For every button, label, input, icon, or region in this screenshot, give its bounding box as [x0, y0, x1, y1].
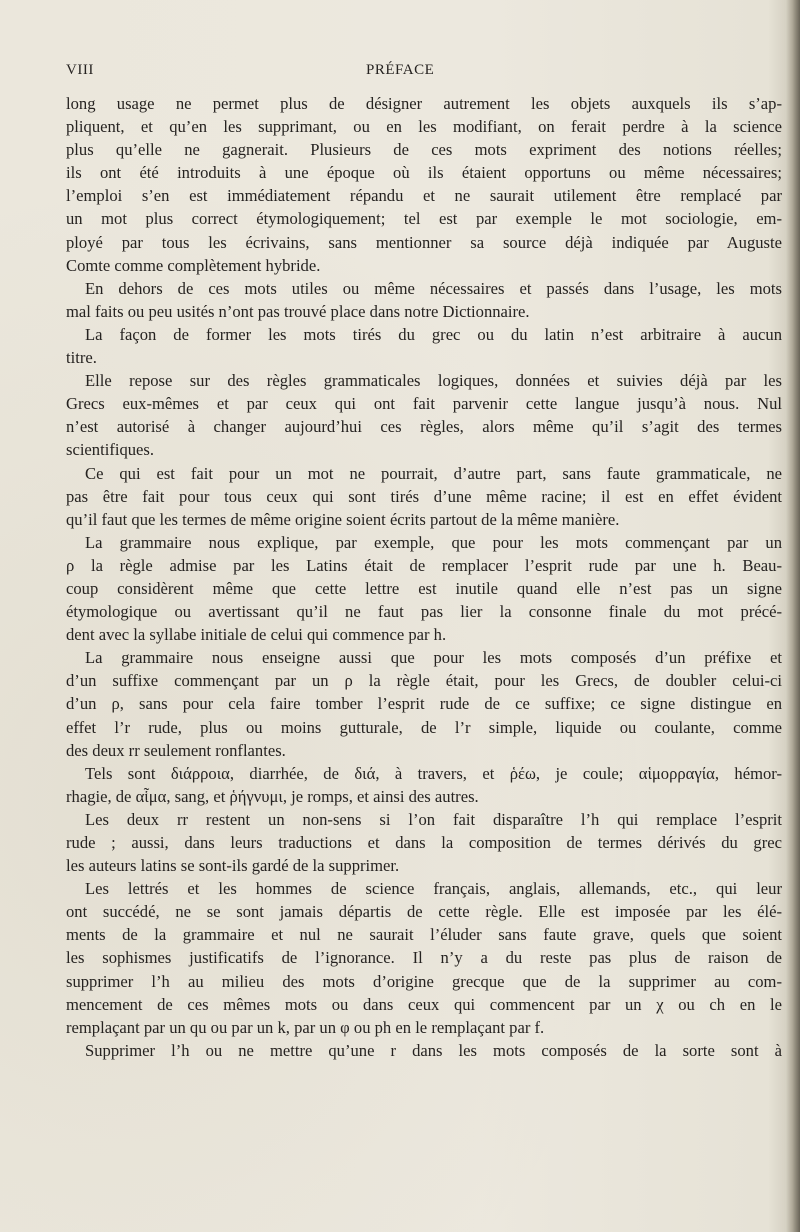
text-line: scientifiques. — [66, 440, 155, 460]
text-line: supprimer l’h au milieu des mots d’origine grecque que de la supprimer au com- — [66, 971, 782, 991]
text-line: Tels sont διάρροια, diarrhée, de διά, à travers, et ῥέω, je coule; αἱμορραγία, hémor- — [85, 763, 782, 783]
text-line: d’un suffixe commençant par un ρ la règle était, pour les Grecs, de doubler celui-ci — [66, 671, 782, 691]
text-line: ployé par tous les écrivains, sans mentionner sa source déjà indiquée par Auguste — [66, 232, 782, 252]
text-line: ont succédé, ne se sont jamais départis de cette règle. Elle est imposée par les élé- — [66, 902, 782, 922]
text-line: La façon de former les mots tirés du grec ou du latin n’est arbitraire à aucun — [85, 324, 782, 344]
text-line: Les deux rr restent un non-sens si l’on fait disparaître l’h qui remplace l’esprit — [85, 809, 782, 829]
text-line: Elle repose sur des règles grammaticales logiques, données et suivies déjà par les — [85, 371, 782, 391]
text-line: Grecs eux-mêmes et par ceux qui ont fait parvenir cette langue jusqu’à nous. Nul — [66, 394, 782, 414]
text-line: pas être fait pour tous ceux qui sont tirés d’une même racine; il est en effet évident — [66, 486, 782, 506]
text-line: coup considèrent même que cette lettre est inutile quand elle n’est pas un signe — [66, 578, 782, 598]
text-line: remplaçant par un qu ou par un k, par un φ ou ph en le remplaçant par f. — [66, 1017, 545, 1037]
text-line: Les lettrés et les hommes de science français, anglais, allemands, etc., qui leur — [85, 879, 782, 899]
text-line: un mot plus correct étymologiquement; tel est par exemple le mot sociologie, em- — [66, 209, 782, 229]
text-line: qu’il faut que les termes de même origine soient écrits partout de la même manière. — [66, 509, 620, 529]
text-line: titre. — [66, 348, 97, 368]
text-line: ils ont été introduits à une époque où ils étaient opportuns ou même nécessaires; — [66, 163, 782, 183]
text-line: En dehors de ces mots utiles ou même nécessaires et passés dans l’usage, les mots — [85, 278, 782, 298]
text-line: Supprimer l’h ou ne mettre qu’une r dans les mots composés de la sorte sont à — [85, 1040, 782, 1060]
text-line: ments de la grammaire et nul ne saurait l’éluder sans faute grave, quels que soient — [66, 925, 782, 945]
text-line: effet l’r rude, plus ou moins gutturale, de l’r simple, liquide ou coulante, comme — [66, 717, 782, 737]
running-title: PRÉFACE — [366, 62, 435, 78]
text-line: l’emploi s’en est immédiatement répandu et ne saurait utilement être remplacé par — [66, 186, 782, 206]
text-line: ρ la règle admise par les Latins était de remplacer l’esprit rude par une h. Beau- — [66, 555, 782, 575]
text-line: Ce qui est fait pour un mot ne pourrait, d’autre part, sans faute grammaticale, ne — [85, 463, 782, 483]
body-text — [66, 92, 782, 1062]
text-line: mencement de ces mêmes mots ou dans ceux qui commencent par un χ ou ch en le — [66, 994, 782, 1014]
page-edge-shadow — [786, 0, 800, 1232]
text-line: Comte comme complètement hybride. — [66, 255, 321, 275]
text-line: La grammaire nous explique, par exemple, que pour les mots commençant par un — [85, 532, 782, 552]
text-line: plus qu’elle ne gagnerait. Plusieurs de ces mots expriment des notions réelles; — [66, 140, 782, 160]
text-line: des deux rr seulement ronflantes. — [66, 740, 286, 760]
text-line: mal faits ou peu usités n’ont pas trouvé place dans notre Dictionnaire. — [66, 301, 530, 321]
page-number: VIII — [66, 62, 94, 78]
text-line: La grammaire nous enseigne aussi que pour les mots composés d’un préfixe et — [85, 648, 782, 668]
text-line: rude ; aussi, dans leurs traductions et dans la composition de termes dérivés du grec — [66, 833, 782, 852]
text-line: les sophismes justificatifs de l’ignorance. Il n’y a du reste pas plus de raison de — [66, 948, 782, 968]
text-line: les auteurs latins se sont-ils gardé de la supprimer. — [66, 856, 400, 876]
running-head — [66, 62, 782, 82]
text-line: pliquent, et qu’en les supprimant, ou en les modifiant, on ferait perdre à la science — [66, 117, 782, 137]
text-line: d’un ρ, sans pour cela faire tomber l’esprit rude de ce suffixe; ce signe distingue en — [66, 694, 782, 714]
text-line: long usage ne permet plus de désigner autrement les objets auxquels ils s’ap- — [66, 94, 782, 113]
text-line: étymologique ou avertissant qu’il ne faut pas lier la consonne finale du mot précé- — [66, 602, 782, 622]
text-line: n’est autorisé à changer aujourd’hui ces règles, alors même qu’il s’agit des termes — [66, 417, 782, 437]
text-line: dent avec la syllabe initiale de celui qui commence par h. — [66, 625, 447, 645]
text-line: rhagie, de αἷμα, sang, et ῥήγνυμι, je romps, et ainsi des autres. — [66, 786, 479, 806]
